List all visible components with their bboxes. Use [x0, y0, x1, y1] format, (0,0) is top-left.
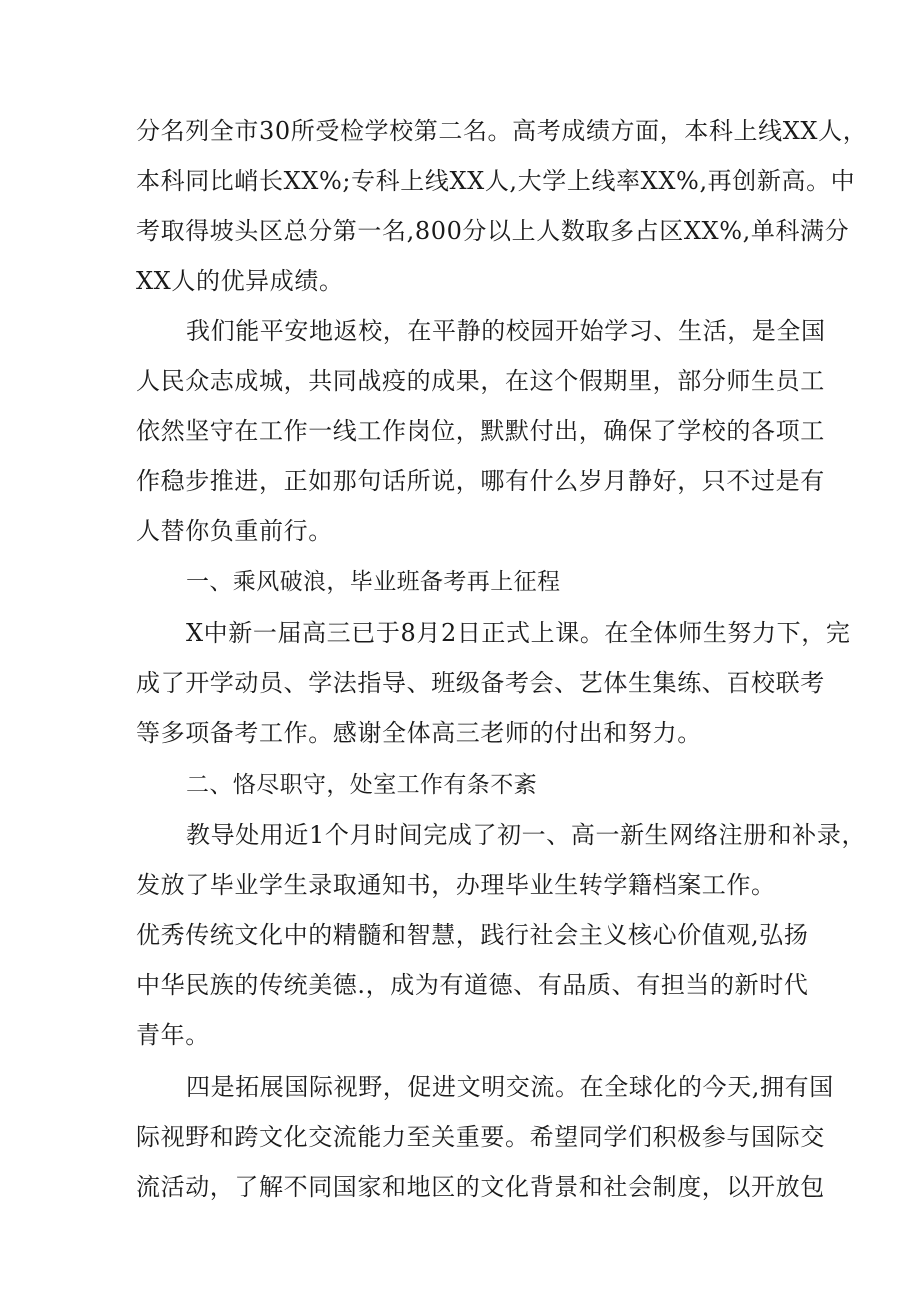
- text-line: 人民众志成城，共同战疫的成果，在这个假期里，部分师生员工: [136, 367, 825, 395]
- paragraph-start-line: 我们能平安地返校，在平静的校园开始学习、生活，是全国: [186, 317, 826, 345]
- paragraph-start-line: 教导处用近1个月时间完成了初一、高一新生网络注册和补录，: [186, 821, 867, 849]
- paragraph-start-line: X中新一届高三已于8月2日正式上课。在全体师生努力下，完: [186, 619, 851, 647]
- text-line: XX人的优异成绩。: [136, 267, 344, 295]
- text-line: 中华民族的传统美德.，成为有道德、有品质、有担当的新时代: [136, 971, 809, 999]
- text-line: 流活动，了解不同国家和地区的文化背景和社会制度，以开放包: [136, 1173, 825, 1201]
- text-line: 本科同比峭长XX%;专科上线XX人,大学上线率XX%,再创新高。中: [136, 167, 856, 195]
- text-line: 优秀传统文化中的精髓和智慧，践行社会主义核心价值观,弘扬: [136, 921, 809, 949]
- paragraph-start-line: 四是拓展国际视野，促进文明交流。在全球化的今天,拥有国: [186, 1073, 834, 1101]
- text-line: 作稳步推进，正如那句话所说，哪有什么岁月静好，只不过是有: [136, 467, 825, 495]
- text-line: 依然坚守在工作一线工作岗位，默默付出，确保了学校的各项工: [136, 417, 825, 445]
- text-line: 际视野和跨文化交流能力至关重要。希望同学们积极参与国际交: [136, 1123, 825, 1151]
- section-heading: 二、恪尽职守，处室工作有条不紊: [186, 772, 537, 798]
- section-heading: 一、乘风破浪，毕业班备考再上征程: [186, 569, 561, 595]
- text-line: 发放了毕业学生录取通知书，办理毕业生转学籍档案工作。: [136, 871, 776, 899]
- text-line: 考取得坡头区总分第一名,800分以上人数取多占区XX%,单科满分: [136, 217, 850, 245]
- text-line: 等多项备考工作。感谢全体高三老师的付出和努力。: [136, 719, 702, 747]
- text-line: 青年。: [136, 1021, 210, 1049]
- text-line: 成了开学动员、学法指导、班级备考会、艺体生集练、百校联考: [136, 669, 825, 697]
- text-line: 人替你负重前行。: [136, 517, 333, 545]
- text-line: 分名列全市30所受检学校第二名。高考成绩方面，本科上线XX人，: [136, 117, 868, 145]
